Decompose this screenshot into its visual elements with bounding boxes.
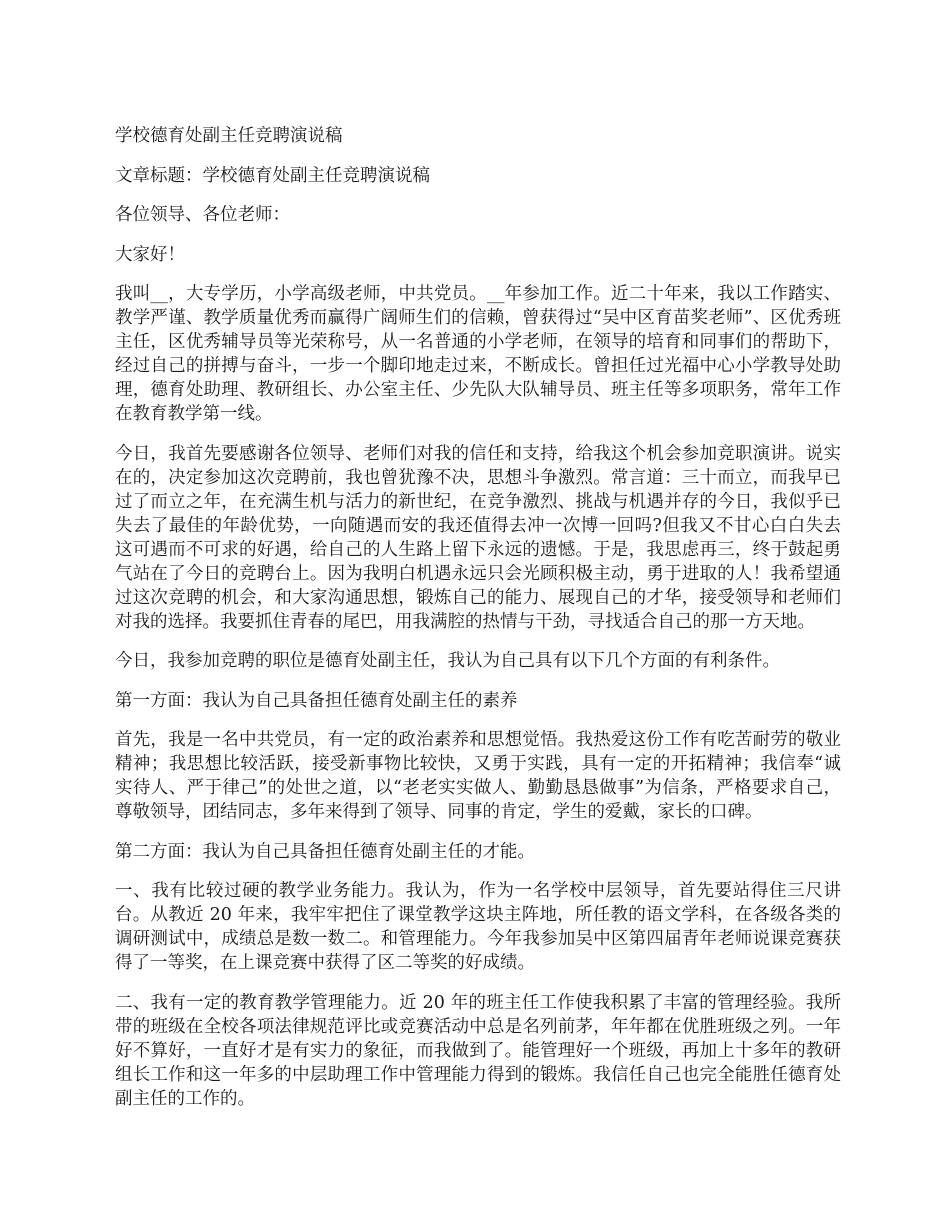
- paragraph-intro: 我叫__，大专学历，小学高级老师，中共党员。__年参加工作。近二十年来，我以工作踏实、教学严谨、教学质量优秀而赢得广阔师生们的信赖，曾获得过“吴中区育苗奖老师”、区优秀班主任，区优秀辅导员等光荣称号，从一名普通的小学老师，在领导的培育和同事们的帮助下，经过自己的拼搏与奋斗，一步一个脚印地走过来，不断成长。曾担任过光福中心小学教导处助理，德育处助理、教研组长、办公室主任、少先队大队辅导员、班主任等多项职务，常年工作在教育教学第一线。: [115, 284, 841, 424]
- document-title: 学校德育处副主任竞聘演说稿: [115, 126, 343, 146]
- paragraph-position: 今日，我参加竞聘的职位是德育处副主任，我认为自己具有以下几个方面的有利条件。: [115, 651, 780, 671]
- paragraph-motivation: 今日，我首先要感谢各位领导、老师们对我的信任和支持，给我这个机会参加竞职演讲。说实在的，决定参加这次竞聘前，我也曾犹豫不决，思想斗争激烈。常言道：三十而立，而我早已过了而立之年，在充满生机与活力的新世纪，在竞争激烈、挑战与机遇并存的今日，我似乎已失去了最佳的年龄优势，一向随遇而安的我还值得去冲一次博一回吗?但我又不甘心白白失去这可遇而不可求的好遇，给自己的人生路上留下永远的遗憾。于是，我思虑再三，终于鼓起勇气站在了今日的竞聘台上。因为我明白机遇永远只会光顾积极主动，勇于进取的人！我希望通过这次竞聘的机会，和大家沟通思想，锻炼自己的能力、展现自己的才华，接受领导和老师们对我的选择。我要抓住青春的尾巴，用我满腔的热情与干劲，寻找适合自己的那一方天地。: [115, 443, 841, 632]
- heading-aspect-one: 第一方面：我认为自己具备担任德育处副主任的素养: [115, 690, 518, 711]
- paragraph-qualities: 首先，我是一名中共党员，有一定的政治素养和思想觉悟。我热爱这份工作有吃苦耐劳的敬业精神；我思想比较活跃，接受新事物比较快，又勇于实践，具有一定的开拓精神；我信奉“诚实待人、严于律己”的处世之道，以“老老实实做人、勤勤恳恳做事”为信条，严格要求自己，尊敬领导，团结同志，多年来得到了领导、同事的肯定，学生的爱戴，家长的口碑。: [115, 730, 841, 822]
- paragraph-management-ability: 二、我有一定的教育教学管理能力。近 20 年的班主任工作使我积累了丰富的管理经验。我所带的班级在全校各项法律规范评比或竞赛活动中总是名列前茅，年年都在优胜班级之列。一年好不算好，一直好才是有实力的象征，而我做到了。能管理好一个班级，再加上十多年的教研组长工作和这一年多的中层助理工作中管理能力得到的锻炼。我信任自己也完全能胜任德育处副主任的工作的。: [115, 992, 841, 1109]
- document-page: [115, 124, 841, 1126]
- hello-line: 大家好！: [115, 244, 185, 265]
- paragraph-teaching-ability: 一、我有比较过硬的教学业务能力。我认为，作为一名学校中层领导，首先要站得住三尺讲台。从教近 20 年来，我牢牢把住了课堂教学这块主阵地，所任教的语文学科，在各级各类的调研测试中，成绩总是数一数二。和管理能力。今年我参加吴中区第四届青年老师说课竞赛获得了一等奖，在上课竞赛中获得了区二等奖的好成绩。: [115, 881, 841, 973]
- article-title: 文章标题：学校德育处副主任竞聘演说稿: [115, 165, 430, 186]
- heading-aspect-two: 第二方面：我认为自己具备担任德育处副主任的才能。: [115, 841, 535, 862]
- greeting: 各位领导、各位老师：: [115, 205, 290, 225]
